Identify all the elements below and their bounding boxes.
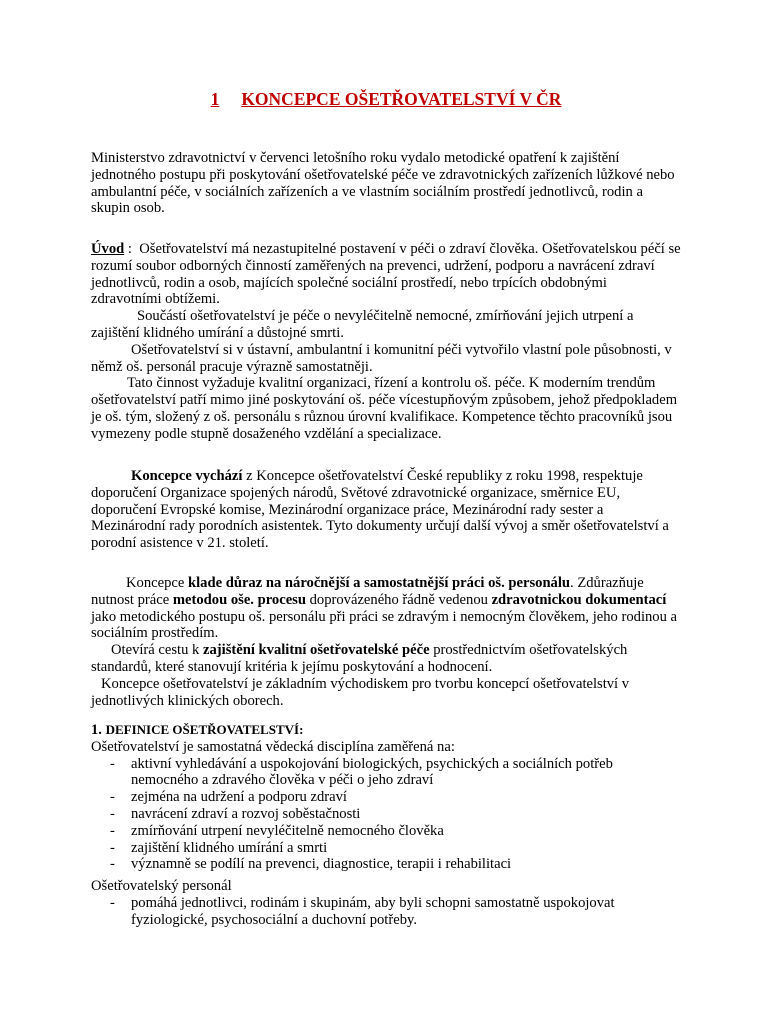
title-text: KONCEPCE OŠETŘOVATELSTVÍ V ČR	[241, 89, 562, 109]
definice-lead: Ošetřovatelství je samostatná vědecká disciplína zaměřená na:	[91, 738, 455, 755]
koncepce-section-2	[91, 575, 681, 709]
koncepce3-bold: zajištění kvalitní ošetřovatelské péče	[203, 642, 430, 659]
uvod-paragraph	[91, 241, 681, 308]
koncepce-paragraph-2	[91, 575, 681, 642]
koncepce2-text-3: doprovázeného řádně vedenou	[305, 591, 492, 608]
koncepce3-text-2: prostřednictvím ošetřovatelských standardů, které stanovují kritéria k jejímu poskytování a hodnocení.	[91, 642, 628, 675]
list-item: - zmírňování utrpení nevyléčitelně nemocného člověka	[91, 823, 681, 840]
koncepce-paragraph-4: Koncepce ošetřovatelství je základním východiskem pro tvorbu koncepcí ošetřovatelství v jednotlivých klinických oborech.	[91, 675, 630, 709]
uvod-section	[91, 241, 681, 443]
koncepce2-bold-1: klade důraz na náročnější a samostatnější práci oš. personálu	[188, 575, 571, 591]
title-number: 1	[210, 89, 220, 109]
intro-paragraph: Ministerstvo zdravotnictví v červenci letošního roku vydalo metodické opatření k zajištění jednotného postupu při poskytování ošetřovatelské péče ve zdravotnických zařízeních lůžkové nebo ambulantní péče, v sociálních zařízeních a ve vlastním sociálním prostředí jednotlivců, rodin a skupin osob.	[91, 150, 675, 217]
koncepce2-text-4: jako metodického postupu oš. personálu při práci se zdravým i nemocným člověkem, jeho rodinou a sociálním prostředím.	[91, 608, 678, 642]
uvod-separator: :	[124, 241, 140, 257]
definice-list	[91, 756, 681, 874]
definice-section	[91, 722, 681, 929]
koncepce2-text-1: Koncepce	[126, 575, 188, 591]
list-item: - zajištění klidného umírání a smrti	[91, 840, 681, 857]
uvod-label: Úvod	[91, 241, 125, 257]
uvod-paragraph-4: Tato činnost vyžaduje kvalitní organizaci, řízení a kontrolu oš. péče. K moderním trendům ošetřovatelství patří mimo jiné poskytování oš. péče vícestupňovým způsobem, jehož předpokladem je oš. tým, složený z oš. personálu s různou úrovní kvalifikace. Kompetence těchto pracovníků jsou vymezeny podle stupně dosaženého vzdělání a specializace.	[91, 375, 678, 442]
koncepce-paragraph-3	[91, 642, 681, 676]
definice-heading	[91, 722, 681, 739]
koncepce-text: z Koncepce ošetřovatelství České republiky z roku 1998, respektuje doporučení Organizace spojených národů, Světové zdravotnické organizace, směrnice EU, doporučení Evropské komise, Mezinárodní organizace práce, Mezinárodní rady sester a Mezinárodní rady porodních asistentek. Tyto dokumenty určují další vývoj a směr ošetřovatelství a porodní asistence v 21. století.	[91, 468, 669, 552]
uvod-paragraph-2: Součástí ošetřovatelství je péče o nevyléčitelně nemocné, zmírňování jejich utrpení a zajištění klidného umírání a důstojné smrti.	[91, 308, 634, 341]
page-title	[91, 89, 681, 109]
koncepce3-text-1: Otevírá cestu k	[111, 642, 203, 659]
personal-lead: Ošetřovatelský personál	[91, 878, 232, 895]
koncepce2-bold-2: metodou oše. procesu	[172, 591, 306, 608]
uvod-text: Ošetřovatelství má nezastupitelné postavení v péči o zdraví člověka. Ošetřovatelskou péčí se rozumí soubor odborných činností zaměřených na prevenci, udržení, podporu a navrácení zdraví jednotlivců, rodin a osob, majících společné sociální prostředí, nebo trpících obdobnými zdravotními obtížemi.	[91, 241, 681, 308]
koncepce2-text-2: . Zdůrazňuje nutnost práce	[91, 575, 644, 608]
list-item: - navrácení zdraví a rozvoj soběstačnosti	[91, 806, 681, 823]
list-item: - zejména na udržení a podporu zdraví	[91, 789, 681, 806]
list-item: - aktivní vyhledávání a uspokojování biologických, psychických a sociálních potřeb nemocného a zdravého člověka v péči o jeho zdraví	[91, 756, 681, 790]
list-item: - pomáhá jednotlivci, rodinám i skupinám, aby byli schopni samostatně uspokojovat fyziologické, psychosociální a duchovní potřeby.	[91, 895, 681, 929]
list-item: - významně se podílí na prevenci, diagnostice, terapii i rehabilitaci	[91, 856, 681, 873]
personal-list	[91, 895, 681, 929]
koncepce2-bold-3: zdravotnickou dokumentací	[491, 591, 667, 608]
uvod-paragraph-3: Ošetřovatelství si v ústavní, ambulantní i komunitní péči vytvořilo vlastní pole působnosti, v němž oš. personál pracuje výrazně samostatněji.	[91, 341, 672, 375]
koncepce-paragraph-1	[91, 468, 681, 552]
definice-heading-number: 1.	[91, 722, 102, 738]
koncepce-lead: Koncepce vychází	[131, 468, 243, 484]
definice-heading-text: DEFINICE OŠETŘOVATELSTVÍ:	[105, 722, 304, 737]
